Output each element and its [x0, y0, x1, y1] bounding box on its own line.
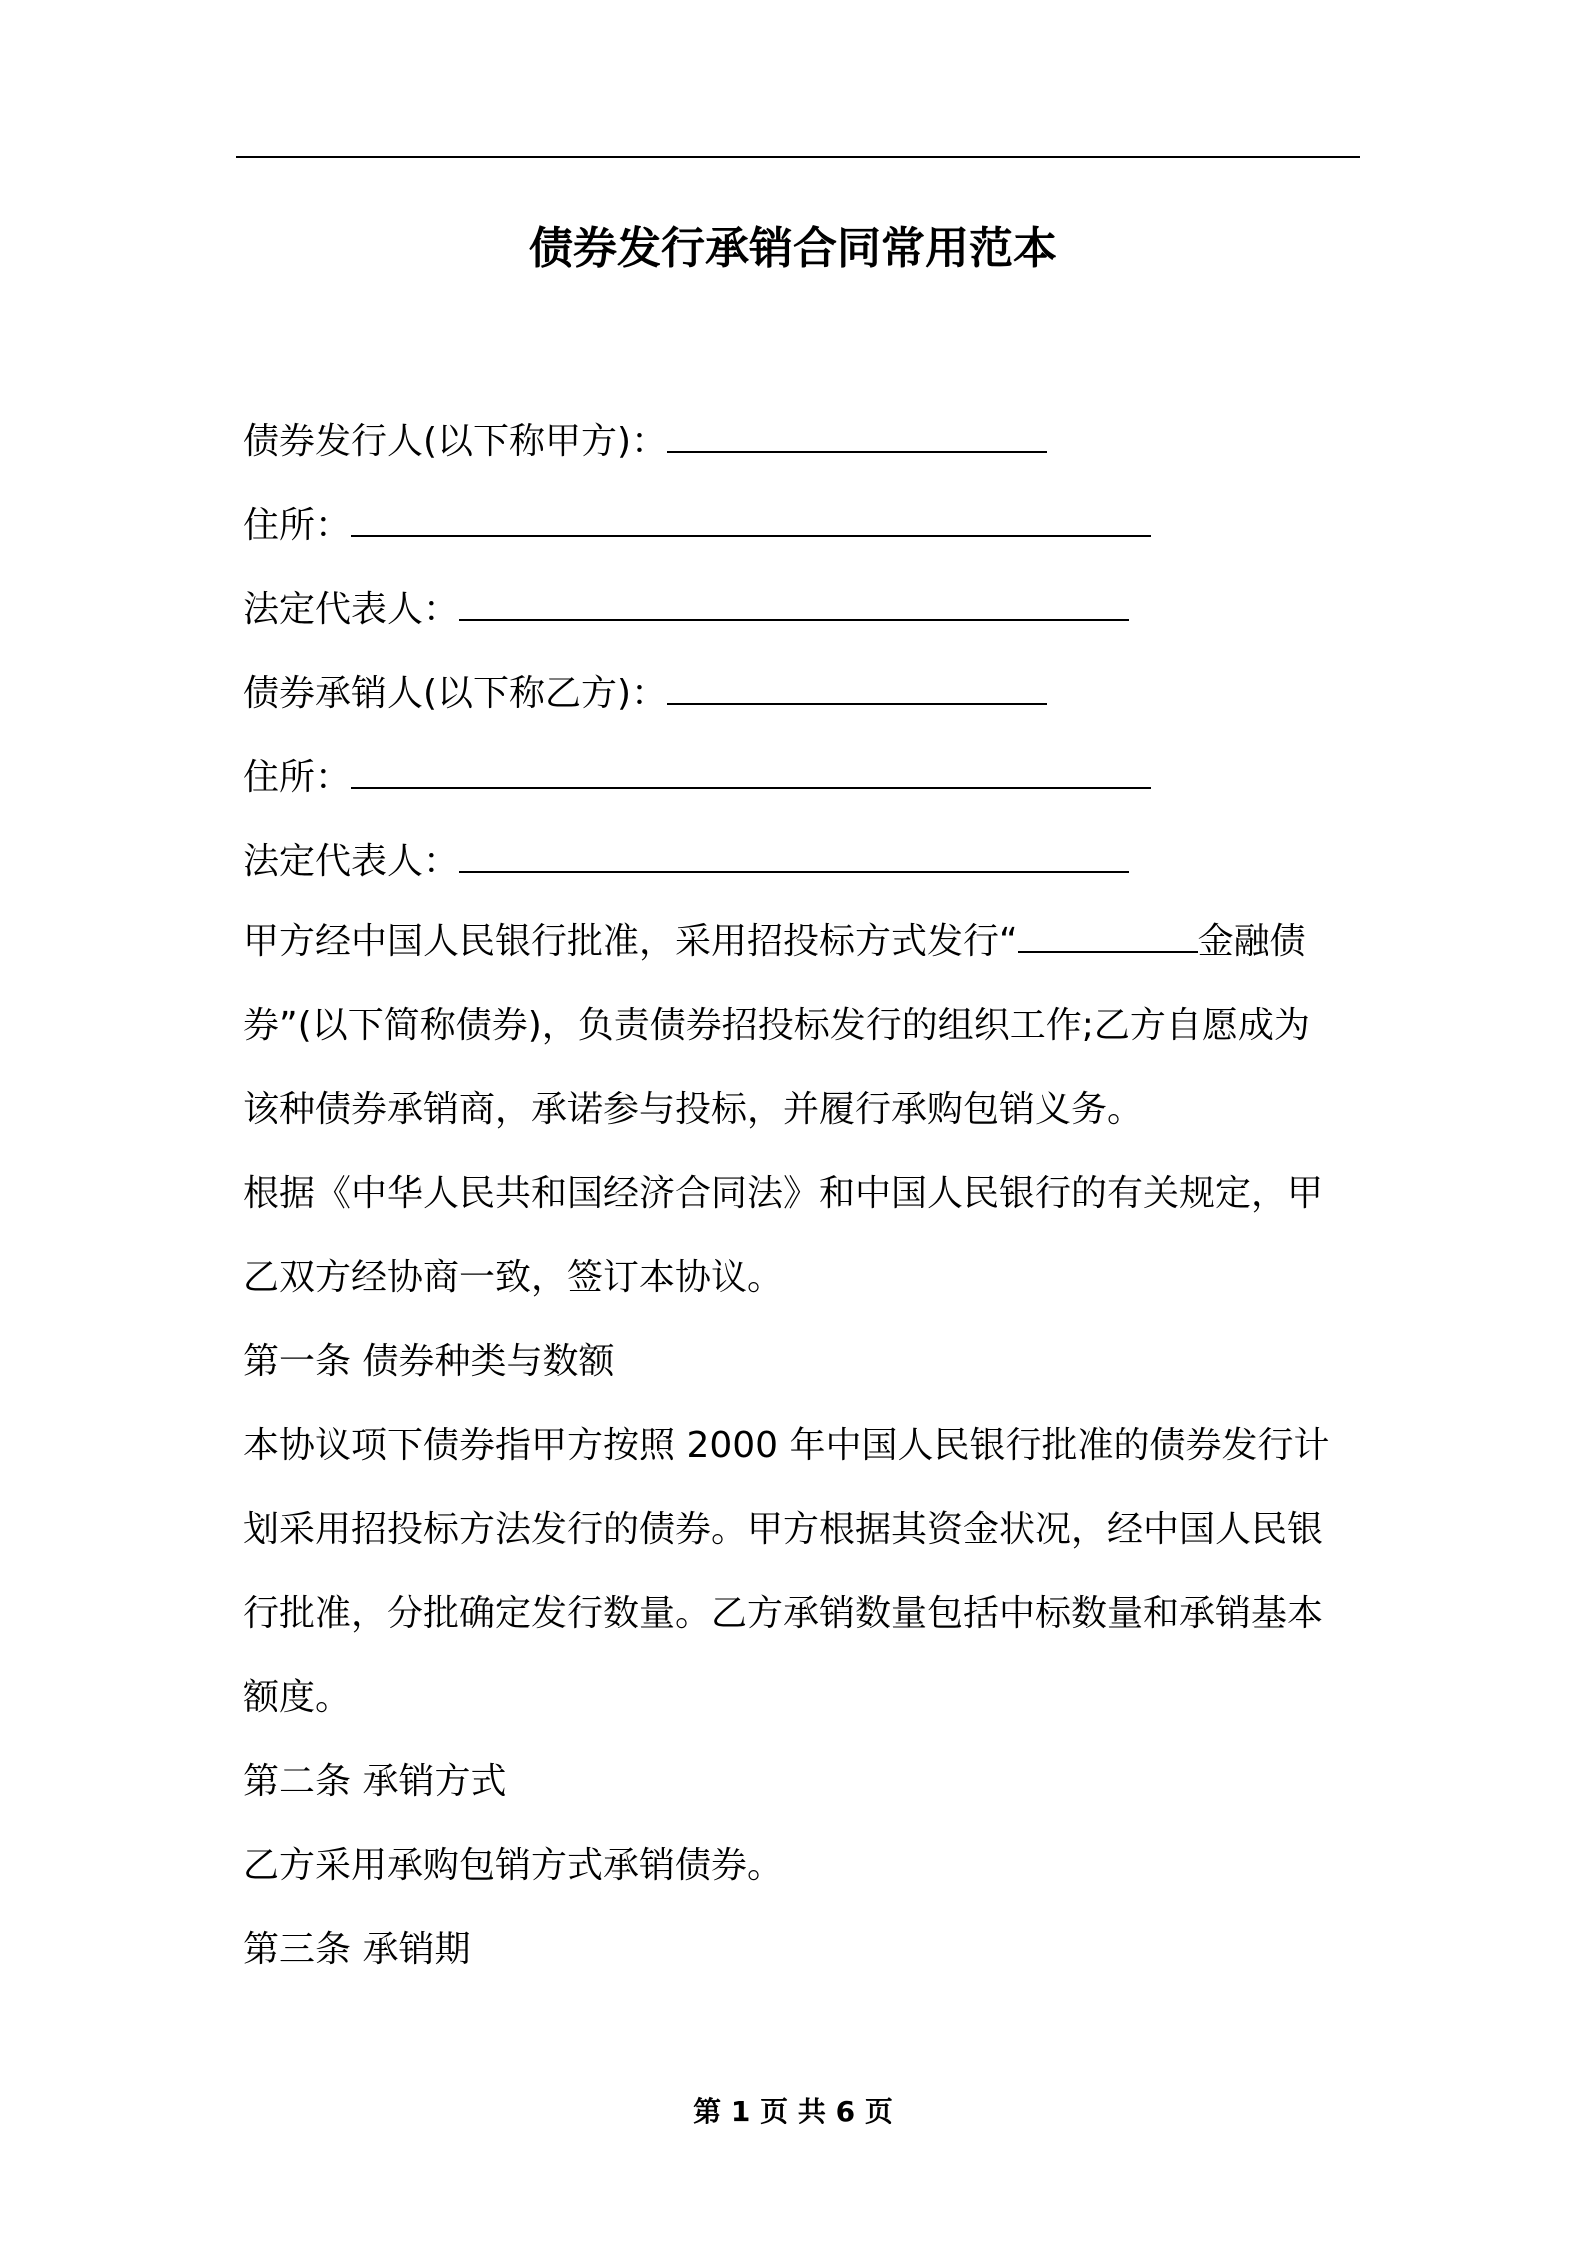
underwriter-blank [667, 673, 1047, 705]
issuer-address-label: 住所： [243, 505, 352, 546]
issuer-address-blank [351, 505, 1151, 537]
underwriter-address-line [243, 752, 1151, 804]
paragraph-1-line-3: 该种债券承销商，承诺参与投标，并履行承购包销义务。 [243, 1089, 1144, 1130]
underwriter-rep-line [243, 836, 1129, 888]
page-number: 第 1 页 共 6 页 [693, 2095, 893, 2128]
issuer-line [243, 416, 1047, 468]
issuer-address-line [243, 500, 1151, 552]
article-1-line-1: 本协议项下债券指甲方按照 2000 年中国人民银行批准的债券发行计 [243, 1425, 1330, 1466]
paragraph-2-line-1: 根据《中华人民共和国经济合同法》和中国人民银行的有关规定，甲 [243, 1173, 1324, 1214]
issuer-label: 债券发行人(以下称甲方)： [243, 421, 668, 462]
underwriter-address-blank [351, 757, 1151, 789]
article-1-line-3: 行批准，分批确定发行数量。乙方承销数量包括中标数量和承销基本 [243, 1593, 1324, 1634]
document-title: 债券发行承销合同常用范本 [529, 223, 1057, 274]
issuer-blank [667, 421, 1047, 453]
article-1-line-2: 划采用招投标方法发行的债券。甲方根据其资金状况，经中国人民银 [243, 1509, 1324, 1550]
paragraph-1-text-a: 甲方经中国人民银行批准，采用招投标方式发行“ [243, 921, 1018, 962]
issuer-rep-line [243, 584, 1129, 636]
paragraph-1-text-b: 金融债 [1197, 921, 1306, 962]
underwriter-address-label: 住所： [243, 757, 352, 798]
issuer-rep-blank [459, 589, 1129, 621]
paragraph-2-line-2: 乙双方经协商一致，签订本协议。 [243, 1257, 784, 1298]
article-1-heading: 第一条 债券种类与数额 [243, 1341, 615, 1382]
bond-name-blank [1018, 921, 1198, 953]
header-rule [236, 156, 1360, 158]
underwriter-rep-blank [459, 841, 1129, 873]
underwriter-rep-label: 法定代表人： [243, 841, 460, 882]
paragraph-1-line-2: 券”(以下简称债券)，负责债券招投标发行的组织工作;乙方自愿成为 [243, 1005, 1310, 1046]
article-2-line-1: 乙方采用承购包销方式承销债券。 [243, 1845, 784, 1886]
underwriter-line [243, 668, 1047, 720]
underwriter-label: 债券承销人(以下称乙方)： [243, 673, 668, 714]
issuer-rep-label: 法定代表人： [243, 589, 460, 630]
paragraph-1-line-1 [243, 916, 1306, 968]
article-1-line-4: 额度。 [243, 1677, 352, 1718]
article-2-heading: 第二条 承销方式 [243, 1761, 507, 1802]
article-3-heading: 第三条 承销期 [243, 1929, 471, 1970]
